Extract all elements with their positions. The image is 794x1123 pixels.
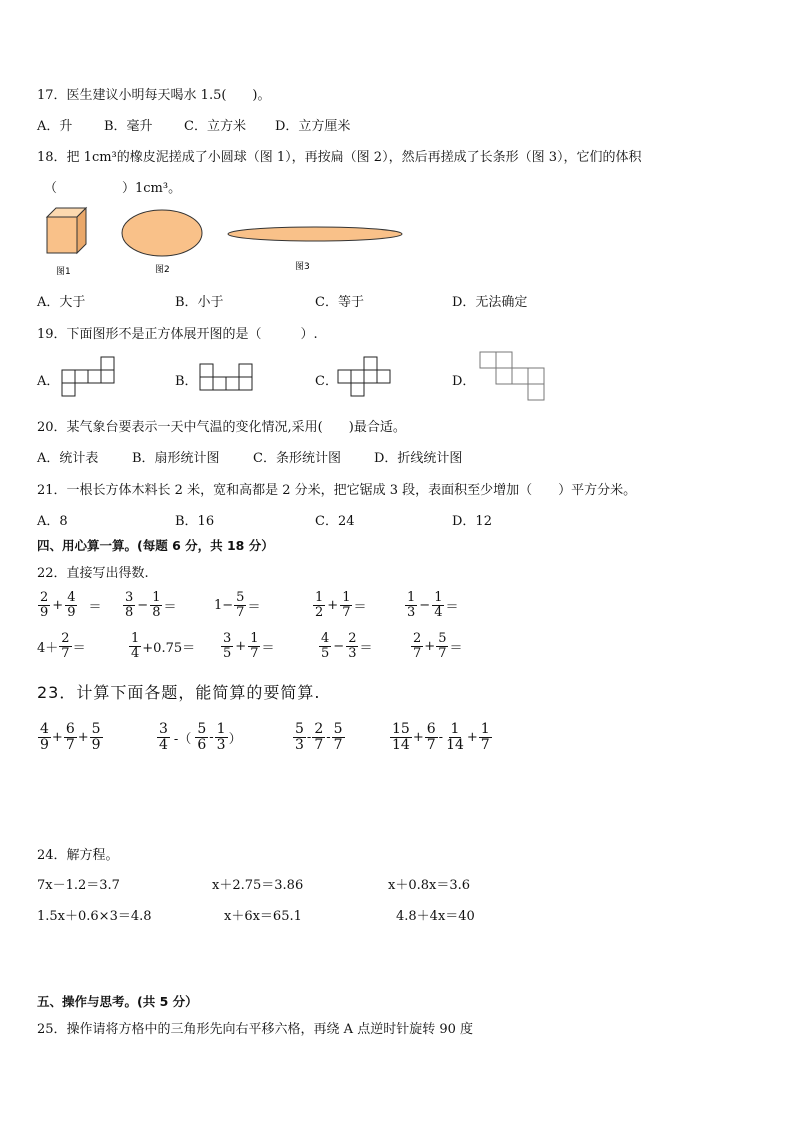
q20-option-b: B．扇形统计图 [132, 451, 220, 466]
q24-equation-6: 4.8＋4x＝40 [396, 909, 475, 924]
q20-stem: 20．某气象台要表示一天中气温的变化情况,采用( )最合适。 [37, 420, 406, 435]
q19-option-c: C． [315, 374, 338, 389]
q23-expr-1: $\frac{4}{9}$ + $\frac{6}{7}$ + $\frac{5}{9}$ [40, 721, 101, 753]
net-b [198, 362, 258, 394]
q22-expr-10: $\frac{2}{7}$ + $\frac{5}{7}$ ＝ [413, 631, 463, 661]
q24-equation-4: 1.5x＋0.6×3＝4.8 [37, 909, 152, 924]
long-strip-figure [228, 227, 402, 241]
q21-option-d: D．12 [452, 514, 492, 529]
q21-option-a: A．8 [37, 514, 68, 529]
q22-expr-8: $\frac{3}{5}$ + $\frac{1}{7}$ ＝ [223, 631, 275, 661]
q17-option-d: D．立方厘米 [275, 119, 351, 134]
section-4-heading: 四、用心算一算。(每题 6 分，共 18 分） [37, 538, 274, 553]
q24-equation-3: x＋0.8x＝3.6 [388, 878, 471, 893]
q19-stem: 19．下面图形不是正方体展开图的是（ ）. [37, 327, 318, 342]
q23-expr-3: $\frac{5}{3}$ - $\frac{2}{7}$ - $\frac{5}{7}$ [295, 721, 343, 753]
q17-option-a: A．升 [37, 119, 73, 134]
q21-stem: 21．一根长方体木料长 2 米，宽和高都是 2 分米，把它锯成 3 段，表面积至少增加（ ）平方分米。 [37, 483, 637, 498]
q24-equation-5: x＋6x＝65.1 [224, 909, 302, 924]
q21-option-b: B．16 [175, 514, 215, 529]
q19-option-a: A． [37, 374, 60, 389]
q20-option-a: A．统计表 [37, 451, 99, 466]
q20-option-d: D．折线统计图 [374, 451, 463, 466]
q22-expr-2: $\frac{3}{8}$ − $\frac{1}{8}$ ＝ [125, 590, 177, 620]
net-a [60, 355, 120, 397]
cube-figure [47, 208, 86, 253]
q18-figures [40, 203, 410, 283]
q17-option-b: B．毫升 [104, 119, 153, 134]
net-c [336, 355, 396, 397]
net-d [478, 350, 550, 404]
q22-expr-5: $\frac{1}{3}$ − $\frac{1}{4}$ ＝ [407, 590, 459, 620]
q18-option-c: C．等于 [315, 295, 364, 310]
q18-option-a: A．大于 [37, 295, 86, 310]
q22-expr-3: 1− $\frac{5}{7}$ ＝ [214, 590, 261, 620]
flattened-disc-figure [122, 210, 202, 256]
q24-stem: 24．解方程。 [37, 848, 119, 863]
q17-option-c: C．立方米 [184, 119, 246, 134]
q19-option-d: D． [452, 374, 476, 389]
q22-expr-9: $\frac{4}{5}$ − $\frac{2}{3}$ ＝ [321, 631, 373, 661]
fig1-label: 图1 [56, 267, 71, 277]
q24-equation-2: x＋2.75＝3.86 [212, 878, 304, 893]
q18-option-d: D．无法确定 [452, 295, 528, 310]
q20-option-c: C．条形统计图 [253, 451, 341, 466]
q18-stem-continued: （ ）1cm³。 [44, 181, 182, 196]
q23-expr-4: $\frac{15}{14}$ + $\frac{6}{7}$ - $\frac{1}{14}$ + $\frac{1}{7}$ [392, 721, 490, 753]
q22-expr-4: $\frac{1}{2}$ + $\frac{1}{7}$ ＝ [315, 590, 367, 620]
q22-stem: 22．直接写出得数. [37, 566, 149, 581]
q23-expr-2: $\frac{3}{4}$ -（ $\frac{5}{6}$ - $\frac{1}{3}$ ） [159, 721, 242, 753]
q24-equation-1: 7x－1.2＝3.7 [37, 878, 120, 893]
q17-stem: 17．医生建议小明每天喝水 1.5( )。 [37, 88, 271, 103]
section-5-heading: 五、操作与思考。(共 5 分） [37, 994, 198, 1009]
q21-option-c: C．24 [315, 514, 355, 529]
q19-option-b: B． [175, 374, 198, 389]
q25-stem: 25．操作请将方格中的三角形先向右平移六格，再绕 A 点逆时针旋转 90 度 [37, 1022, 474, 1037]
q18-stem: 18．把 1cm³的橡皮泥搓成了小圆球（图 1），再按扁（图 2），然后再搓成了长条形（图 3），它们的体积 [37, 150, 642, 165]
fig3-label: 图3 [295, 262, 310, 272]
q23-stem: 23．计算下面各题，能简算的要简算. [37, 683, 321, 702]
q22-expr-6: 4＋ $\frac{2}{7}$ ＝ [37, 631, 86, 661]
q22-expr-7: $\frac{1}{4}$ +0.75＝ [131, 631, 196, 661]
fig2-label: 图2 [155, 265, 170, 275]
q18-option-b: B．小于 [175, 295, 224, 310]
q22-expr-1: $\frac{2}{9}$ + $\frac{4}{9}$ ＝ [40, 590, 102, 620]
